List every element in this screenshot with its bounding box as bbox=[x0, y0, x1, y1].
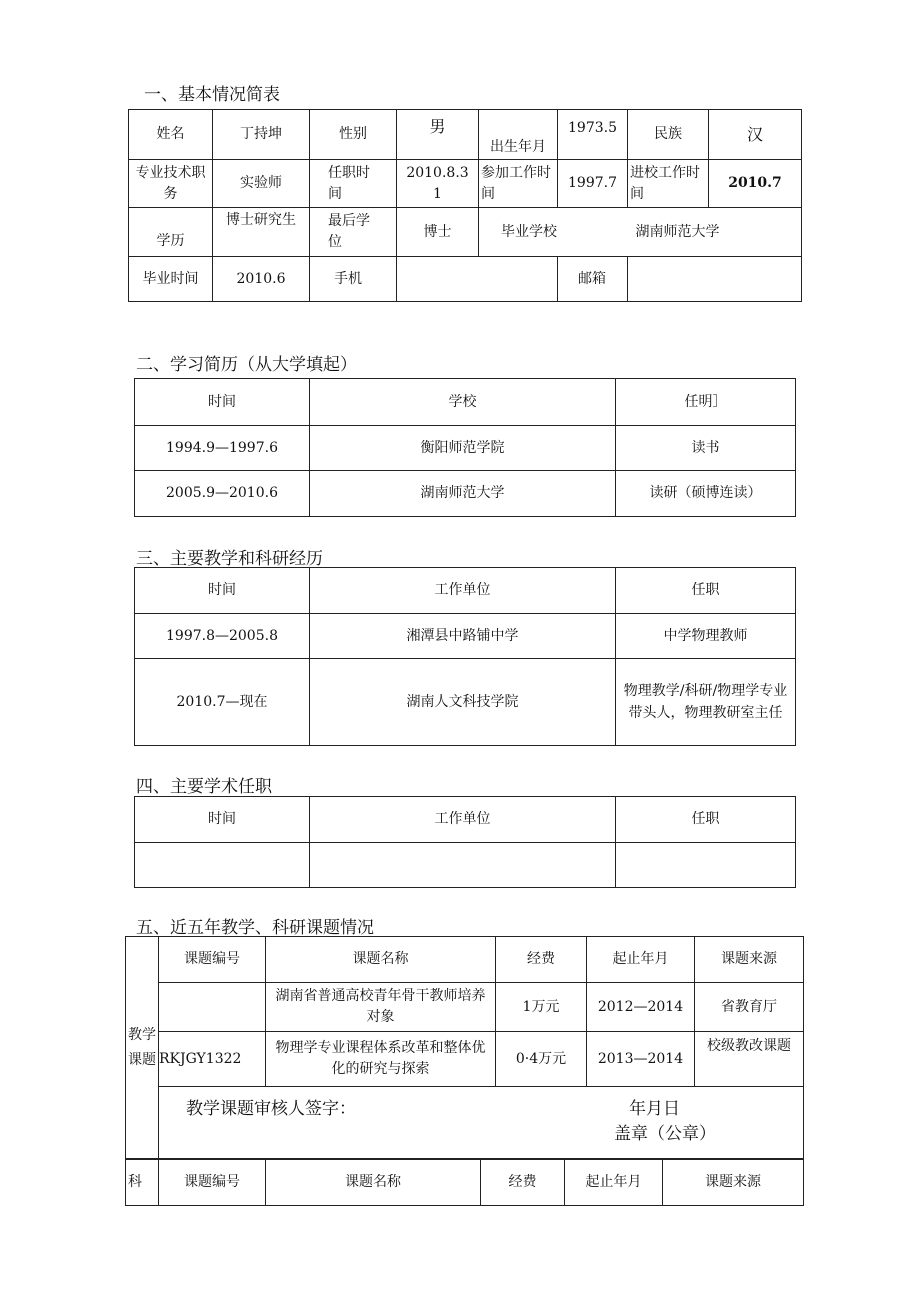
value-work-start: 1997.7 bbox=[558, 160, 628, 208]
review-signature-cell bbox=[159, 1087, 804, 1160]
header-source: 课题来源 bbox=[695, 937, 804, 983]
table-row bbox=[126, 983, 804, 1032]
cell-project-name: 湖南省普通高校青年骨干教师培养对象 bbox=[266, 983, 496, 1032]
review-signature-label: 教学课题审核人签字： bbox=[186, 1099, 356, 1119]
cell-unit: 湘潭县中路铺中学 bbox=[310, 614, 616, 659]
cell-time: 1994.9—1997.6 bbox=[135, 426, 310, 471]
value-ethnicity: 汉 bbox=[709, 110, 802, 160]
cell-project-no: RKJGY1322 bbox=[159, 1032, 266, 1087]
label-birth: 出生年月 bbox=[479, 110, 558, 160]
cell-unit bbox=[310, 843, 616, 888]
header-position: 任明］ bbox=[616, 379, 796, 426]
cell-period: 2013—2014 bbox=[587, 1032, 695, 1087]
header-funding: 经费 bbox=[481, 1159, 565, 1206]
value-name: 丁持坤 bbox=[213, 110, 310, 160]
header-position: 任职 bbox=[616, 797, 796, 843]
label-education: 学历 bbox=[129, 208, 213, 257]
table-row bbox=[135, 843, 796, 888]
label-school: 毕业学校 bbox=[501, 223, 557, 240]
cell-position: 物理教学/科研/物理学专业带头人，物理教研室主任 bbox=[616, 659, 796, 746]
header-time: 时间 bbox=[135, 379, 310, 426]
header-source: 课题来源 bbox=[663, 1159, 804, 1206]
cell-time: 2010.7—现在 bbox=[135, 659, 310, 746]
cell-position: 中学物理教师 bbox=[616, 614, 796, 659]
teaching-projects-label: 教学课题 bbox=[126, 937, 159, 1160]
label-gender: 性别 bbox=[310, 110, 397, 160]
cell-position bbox=[616, 843, 796, 888]
cell-project-name: 物理学专业课程体系改革和整体优化的研究与探索 bbox=[266, 1032, 496, 1087]
label-appoint-date: 任职时间 bbox=[310, 160, 397, 208]
study-history-table bbox=[134, 378, 796, 517]
cell-position: 读研（硕博连读） bbox=[616, 471, 796, 517]
label-name: 姓名 bbox=[129, 110, 213, 160]
label-grad-date: 毕业时间 bbox=[129, 257, 213, 302]
label-degree: 最后学位 bbox=[310, 208, 397, 257]
header-school: 学校 bbox=[310, 379, 616, 426]
label-phone: 手机 bbox=[310, 257, 397, 302]
header-project-name: 课题名称 bbox=[266, 937, 496, 983]
academic-positions-table bbox=[134, 796, 796, 888]
cell-school: 湖南师范大学 bbox=[310, 471, 616, 517]
cell-project-no bbox=[159, 983, 266, 1032]
cell-time: 2005.9—2010.6 bbox=[135, 471, 310, 517]
value-gender: 男 bbox=[397, 110, 479, 160]
label-ethnicity: 民族 bbox=[628, 110, 709, 160]
section-4-title: 四、主要学术任职 bbox=[136, 777, 272, 797]
label-join-date: 进校工作时间 bbox=[628, 160, 709, 208]
section-3-title: 三、主要教学和科研经历 bbox=[136, 549, 323, 569]
value-education: 博士研究生 bbox=[213, 208, 310, 257]
cell-period: 2012—2014 bbox=[587, 983, 695, 1032]
table-row bbox=[135, 471, 796, 517]
header-unit: 工作单位 bbox=[310, 568, 616, 614]
value-email bbox=[628, 257, 802, 302]
label-email: 邮箱 bbox=[558, 257, 628, 302]
section-2-title: 二、学习简历（从大学填起） bbox=[136, 355, 357, 375]
header-unit: 工作单位 bbox=[310, 797, 616, 843]
table-row bbox=[135, 426, 796, 471]
label-work-start: 参加工作时间 bbox=[479, 160, 558, 208]
cell-source: 省教育厅 bbox=[695, 983, 804, 1032]
table-row bbox=[135, 614, 796, 659]
research-projects-label: 科 bbox=[126, 1159, 159, 1206]
section-1-title: 一、基本情况简表 bbox=[144, 85, 280, 105]
header-funding: 经费 bbox=[496, 937, 587, 983]
header-position: 任职 bbox=[616, 568, 796, 614]
value-join-date: 2010.7 bbox=[709, 160, 802, 208]
teaching-research-table bbox=[134, 567, 796, 746]
header-project-no: 课题编号 bbox=[159, 1159, 266, 1206]
value-degree: 博士 bbox=[397, 208, 479, 257]
label-title: 专业技术职务 bbox=[129, 160, 213, 208]
cell-position: 读书 bbox=[616, 426, 796, 471]
section-5-title: 五、近五年教学、科研课题情况 bbox=[136, 918, 374, 938]
table-row bbox=[126, 1032, 804, 1087]
research-projects-table bbox=[125, 1158, 804, 1206]
header-period: 起止年月 bbox=[587, 937, 695, 983]
cell-time bbox=[135, 843, 310, 888]
value-grad-date: 2010.6 bbox=[213, 257, 310, 302]
header-project-no: 课题编号 bbox=[159, 937, 266, 983]
teaching-projects-table bbox=[125, 936, 804, 1160]
header-time: 时间 bbox=[135, 797, 310, 843]
cell-source: 校级教改课题 bbox=[695, 1032, 804, 1087]
cell-time: 1997.8—2005.8 bbox=[135, 614, 310, 659]
cell-unit: 湖南人文科技学院 bbox=[310, 659, 616, 746]
value-title: 实验师 bbox=[213, 160, 310, 208]
header-time: 时间 bbox=[135, 568, 310, 614]
cell-funding: 0·4万元 bbox=[496, 1032, 587, 1087]
basic-info-table bbox=[128, 109, 802, 302]
value-appoint-date: 2010.8.31 bbox=[397, 160, 479, 208]
header-period: 起止年月 bbox=[565, 1159, 663, 1206]
header-project-name: 课题名称 bbox=[266, 1159, 481, 1206]
review-seal: 盖章（公章） bbox=[614, 1124, 716, 1144]
cell-school: 衡阳师范学院 bbox=[310, 426, 616, 471]
value-school: 湖南师范大学 bbox=[635, 223, 720, 240]
review-date: 年月日 bbox=[629, 1099, 680, 1119]
cell-funding: 1万元 bbox=[496, 983, 587, 1032]
table-row bbox=[135, 659, 796, 746]
value-phone bbox=[397, 257, 558, 302]
graduation-school bbox=[479, 208, 802, 257]
value-birth: 1973.5 bbox=[558, 110, 628, 160]
